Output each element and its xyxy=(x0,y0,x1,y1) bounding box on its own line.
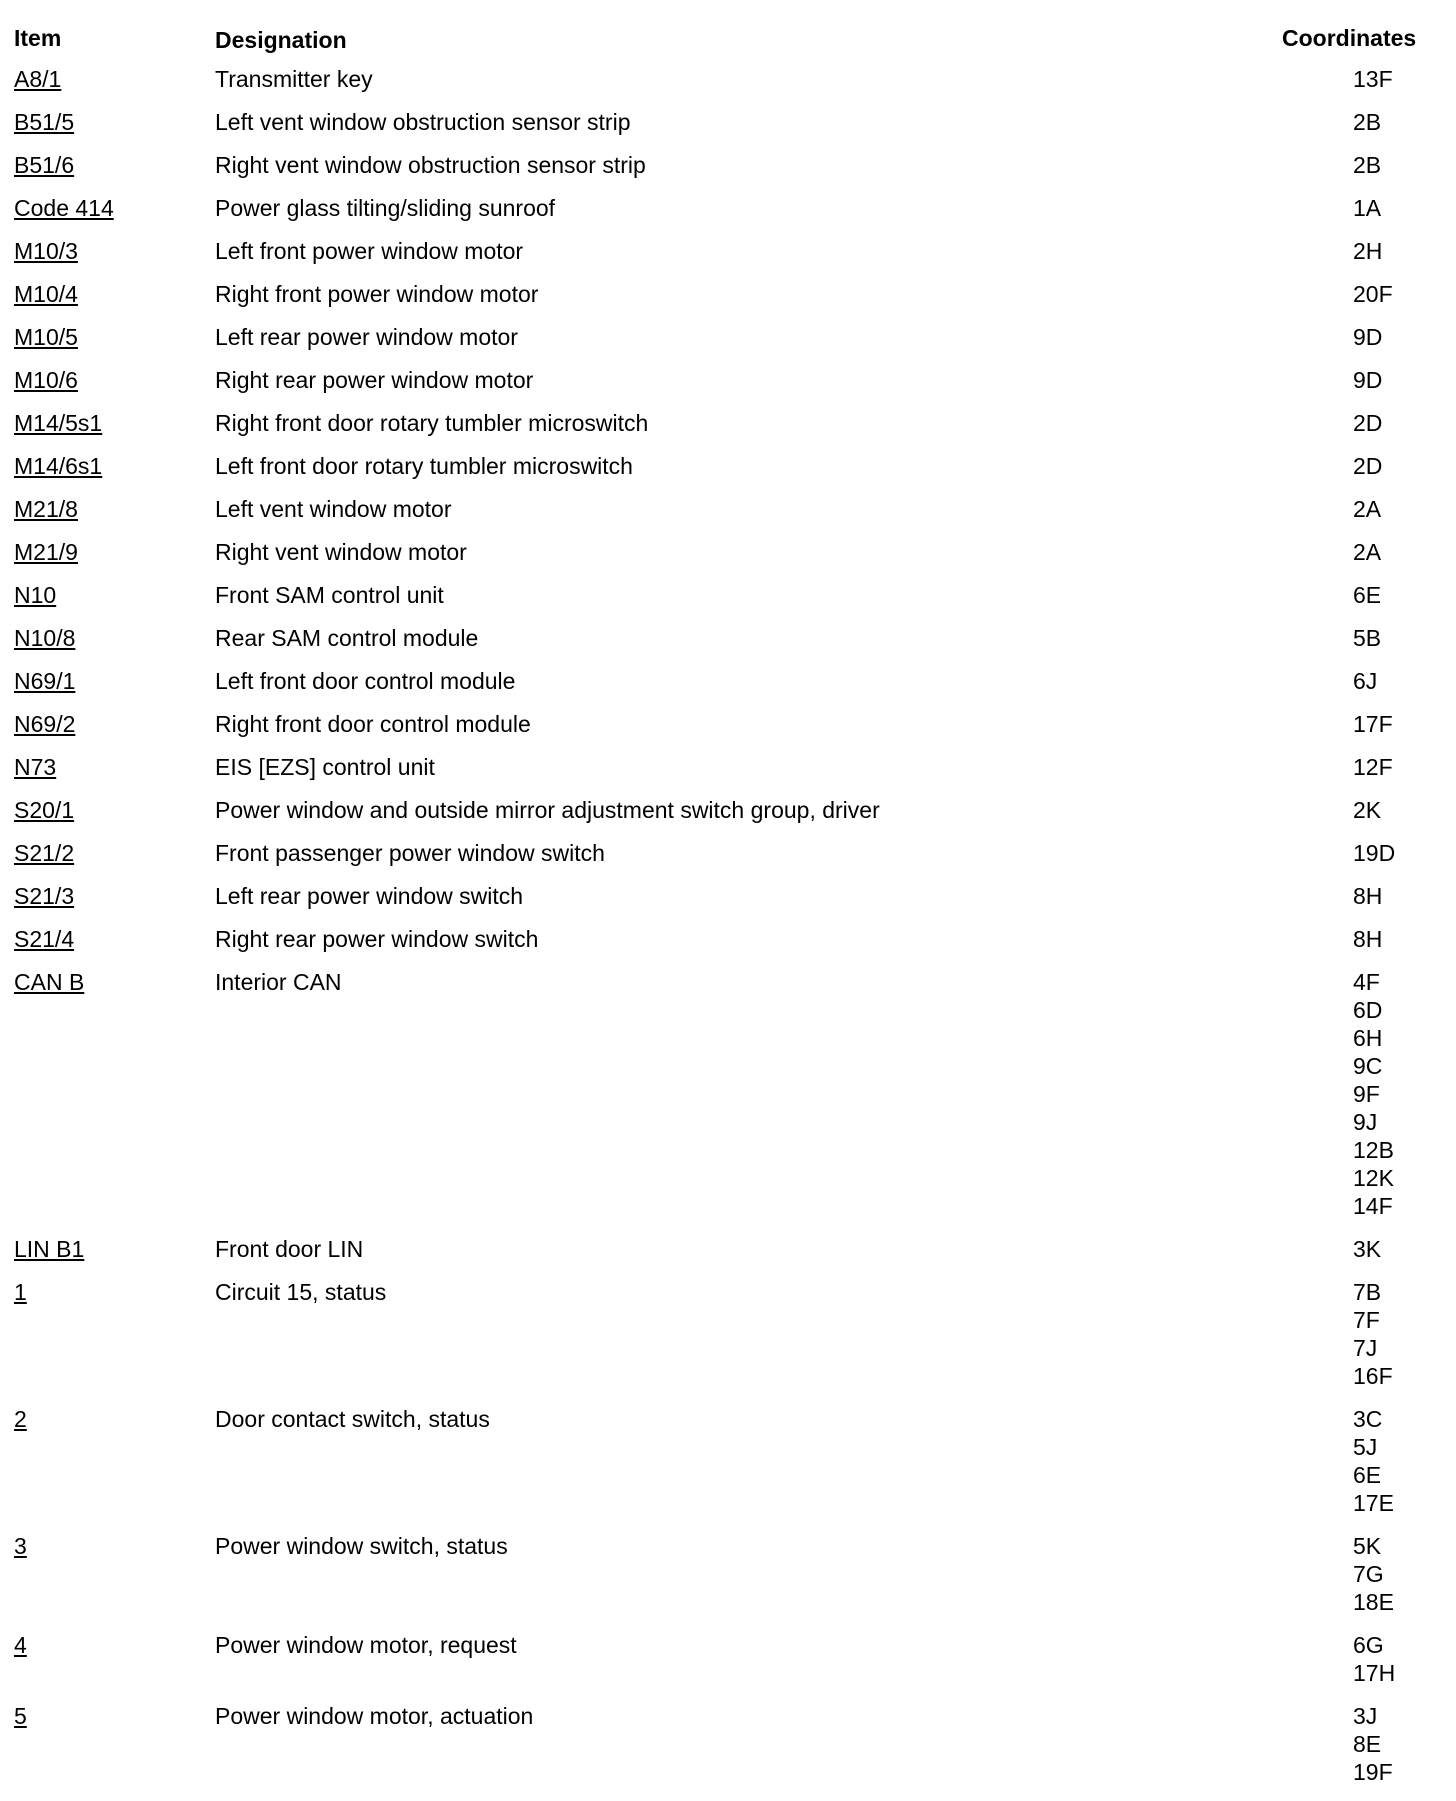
designation-text: Front door LIN xyxy=(215,1236,364,1262)
designation-text: Interior CAN xyxy=(215,969,342,995)
item-link[interactable]: 2 xyxy=(14,1406,27,1432)
coordinate-value: 6E xyxy=(1353,582,1382,608)
item-link[interactable]: 5 xyxy=(14,1703,27,1729)
coordinate-value: 9D xyxy=(1353,324,1383,350)
coordinate-value: 17E xyxy=(1353,1490,1394,1516)
coordinates-cell xyxy=(1353,108,1433,136)
coordinate-value: 2D xyxy=(1353,453,1383,479)
item-link[interactable]: M10/6 xyxy=(14,367,78,393)
coordinate-value: 5K xyxy=(1353,1533,1382,1559)
coordinate-value: 12F xyxy=(1353,754,1393,780)
coordinates-cell xyxy=(1353,667,1433,695)
coordinates-cell xyxy=(1353,323,1433,351)
item-link[interactable]: 3 xyxy=(14,1533,27,1559)
table-row xyxy=(0,624,1456,652)
table-row xyxy=(0,1235,1456,1263)
designation-text: Left vent window motor xyxy=(215,496,452,522)
designation-text: Left front power window motor xyxy=(215,238,524,264)
coordinates-cell xyxy=(1353,968,1433,1220)
coordinate-value: 6E xyxy=(1353,1462,1382,1488)
coordinate-value: 5J xyxy=(1353,1434,1378,1460)
coordinates-cell xyxy=(1353,538,1433,566)
table-row xyxy=(0,366,1456,394)
table-row xyxy=(0,1532,1456,1616)
coordinate-value: 7F xyxy=(1353,1307,1380,1333)
designation-text: Left rear power window motor xyxy=(215,324,518,350)
designation-text: Power window motor, request xyxy=(215,1632,517,1658)
table-row xyxy=(0,796,1456,824)
coordinate-value: 17H xyxy=(1353,1660,1396,1686)
table-row xyxy=(0,753,1456,781)
table-row xyxy=(0,538,1456,566)
table-row xyxy=(0,839,1456,867)
designation-text: Power window motor, actuation xyxy=(215,1703,534,1729)
item-link[interactable]: M10/5 xyxy=(14,324,78,350)
coordinate-value: 2A xyxy=(1353,539,1382,565)
item-link[interactable]: Code 414 xyxy=(14,195,114,221)
coordinates-cell xyxy=(1353,65,1433,93)
coordinates-cell xyxy=(1353,882,1433,910)
designation-text: Right front power window motor xyxy=(215,281,539,307)
designation-text: Front SAM control unit xyxy=(215,582,444,608)
coordinates-cell xyxy=(1353,194,1433,222)
coordinate-value: 6G xyxy=(1353,1632,1384,1658)
item-link[interactable]: S21/4 xyxy=(14,926,75,952)
item-link[interactable]: CAN B xyxy=(14,969,85,995)
designation-text: Right front door rotary tumbler microswitch xyxy=(215,410,649,436)
coordinates-cell xyxy=(1353,839,1433,867)
coordinate-value: 7B xyxy=(1353,1279,1382,1305)
item-link[interactable]: N69/2 xyxy=(14,711,76,737)
coordinate-value: 12K xyxy=(1353,1165,1394,1191)
coordinate-value: 3K xyxy=(1353,1236,1382,1262)
designation-text: Front passenger power window switch xyxy=(215,840,605,866)
item-link[interactable]: B51/6 xyxy=(14,152,75,178)
table-row xyxy=(0,667,1456,695)
item-link[interactable]: S20/1 xyxy=(14,797,75,823)
item-link[interactable]: B51/5 xyxy=(14,109,75,135)
coordinate-value: 1A xyxy=(1353,195,1382,221)
coordinates-cell xyxy=(1353,495,1433,523)
coordinate-value: 12B xyxy=(1353,1137,1394,1163)
table-row xyxy=(0,968,1456,1220)
table-row xyxy=(0,194,1456,222)
coordinate-value: 2B xyxy=(1353,152,1382,178)
designation-text: Power glass tilting/sliding sunroof xyxy=(215,195,556,221)
coordinates-cell xyxy=(1353,280,1433,308)
designation-text: Transmitter key xyxy=(215,66,373,92)
coordinate-value: 18E xyxy=(1353,1589,1394,1615)
header-item: Item xyxy=(14,25,62,51)
table-row xyxy=(0,1278,1456,1390)
coordinates-cell xyxy=(1353,1278,1433,1390)
coordinate-value: 9J xyxy=(1353,1109,1378,1135)
designation-text: Right rear power window switch xyxy=(215,926,539,952)
item-link[interactable]: LIN B1 xyxy=(14,1236,85,1262)
designation-text: Door contact switch, status xyxy=(215,1406,490,1432)
coordinate-value: 8H xyxy=(1353,926,1383,952)
coordinate-value: 9C xyxy=(1353,1053,1383,1079)
coordinate-value: 6H xyxy=(1353,1025,1383,1051)
table-row xyxy=(0,710,1456,738)
coordinate-value: 13F xyxy=(1353,66,1393,92)
coordinates-cell xyxy=(1353,753,1433,781)
coordinate-value: 16F xyxy=(1353,1363,1393,1389)
designation-text: Left front door rotary tumbler microswitch xyxy=(215,453,633,479)
table-row xyxy=(0,581,1456,609)
coordinate-value: 2K xyxy=(1353,797,1382,823)
coordinate-value: 5B xyxy=(1353,625,1382,651)
designation-text: Right rear power window motor xyxy=(215,367,534,393)
coordinate-value: 3J xyxy=(1353,1703,1378,1729)
coordinates-cell xyxy=(1353,1405,1433,1517)
designation-text: Right front door control module xyxy=(215,711,531,737)
item-link[interactable]: M14/5s1 xyxy=(14,410,103,436)
table-row xyxy=(0,495,1456,523)
table-row xyxy=(0,108,1456,136)
item-link[interactable]: N10 xyxy=(14,582,57,608)
coordinates-cell xyxy=(1353,710,1433,738)
coordinate-value: 9D xyxy=(1353,367,1383,393)
item-link[interactable]: M10/3 xyxy=(14,238,78,264)
item-link[interactable]: 1 xyxy=(14,1279,27,1305)
coordinate-value: 2D xyxy=(1353,410,1383,436)
coordinates-cell xyxy=(1353,1702,1433,1786)
table-row xyxy=(0,323,1456,351)
table-row xyxy=(0,1405,1456,1517)
item-link[interactable]: M21/9 xyxy=(14,539,78,565)
coordinates-cell xyxy=(1353,925,1433,953)
coordinate-value: 7J xyxy=(1353,1335,1378,1361)
table-row xyxy=(0,409,1456,437)
coordinate-value: 14F xyxy=(1353,1193,1393,1219)
designation-text: Left rear power window switch xyxy=(215,883,524,909)
header-designation: Designation xyxy=(215,27,347,53)
coordinate-value: 2A xyxy=(1353,496,1382,522)
table-row xyxy=(0,1702,1456,1786)
coordinates-cell xyxy=(1353,409,1433,437)
coordinate-value: 6D xyxy=(1353,997,1383,1023)
coordinate-value: 8E xyxy=(1353,1731,1382,1757)
coordinate-value: 3C xyxy=(1353,1406,1383,1432)
table-row xyxy=(0,280,1456,308)
coordinate-value: 4F xyxy=(1353,969,1380,995)
item-link[interactable]: N69/1 xyxy=(14,668,76,694)
coordinate-value: 6J xyxy=(1353,668,1378,694)
item-link[interactable]: M21/8 xyxy=(14,496,78,522)
coordinates-cell xyxy=(1353,237,1433,265)
item-link[interactable]: A8/1 xyxy=(14,66,62,92)
coordinate-value: 19D xyxy=(1353,840,1396,866)
designation-text: Right vent window motor xyxy=(215,539,467,565)
coordinate-value: 17F xyxy=(1353,711,1393,737)
item-link[interactable]: M10/4 xyxy=(14,281,78,307)
coordinates-cell xyxy=(1353,1532,1433,1616)
item-link[interactable]: M14/6s1 xyxy=(14,453,103,479)
designation-text: Left vent window obstruction sensor strip xyxy=(215,109,631,135)
designation-text: Rear SAM control module xyxy=(215,625,479,651)
table-row xyxy=(0,452,1456,480)
coordinate-value: 9F xyxy=(1353,1081,1380,1107)
designation-text: Right vent window obstruction sensor strip xyxy=(215,152,646,178)
coordinates-cell xyxy=(1353,151,1433,179)
designation-text: Power window and outside mirror adjustment switch group, driver xyxy=(215,797,880,823)
table-row xyxy=(0,925,1456,953)
coordinates-cell xyxy=(1353,1235,1433,1263)
coordinate-value: 2H xyxy=(1353,238,1383,264)
designation-text: Power window switch, status xyxy=(215,1533,508,1559)
coordinates-cell xyxy=(1353,624,1433,652)
table-row xyxy=(0,882,1456,910)
item-link[interactable]: S21/3 xyxy=(14,883,75,909)
table-row xyxy=(0,1631,1456,1687)
item-link[interactable]: N73 xyxy=(14,754,57,780)
designation-text: Left front door control module xyxy=(215,668,516,694)
designation-text: EIS [EZS] control unit xyxy=(215,754,435,780)
item-link[interactable]: N10/8 xyxy=(14,625,76,651)
table-row xyxy=(0,151,1456,179)
coordinates-cell xyxy=(1353,1631,1433,1687)
coordinates-cell xyxy=(1353,452,1433,480)
header-coordinates: Coordinates xyxy=(1282,25,1417,51)
table-row xyxy=(0,237,1456,265)
coordinate-value: 20F xyxy=(1353,281,1393,307)
coordinates-cell xyxy=(1353,366,1433,394)
coordinate-value: 7G xyxy=(1353,1561,1384,1587)
table-row xyxy=(0,65,1456,93)
coordinate-value: 19F xyxy=(1353,1759,1393,1785)
item-link[interactable]: 4 xyxy=(14,1632,27,1658)
designation-text: Circuit 15, status xyxy=(215,1279,387,1305)
legend-rows xyxy=(0,65,1456,1801)
coordinate-value: 2B xyxy=(1353,109,1382,135)
coordinates-cell xyxy=(1353,796,1433,824)
coordinate-value: 8H xyxy=(1353,883,1383,909)
item-link[interactable]: S21/2 xyxy=(14,840,75,866)
coordinates-cell xyxy=(1353,581,1433,609)
